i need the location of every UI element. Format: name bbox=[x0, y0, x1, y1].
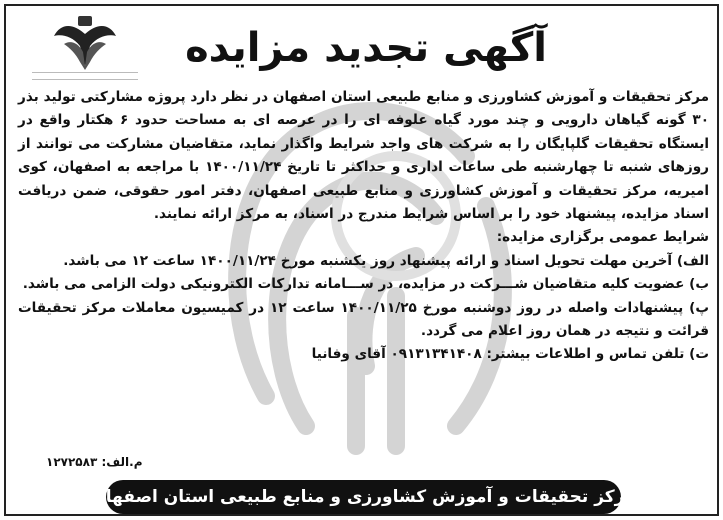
agricultural-research-emblem-icon bbox=[50, 14, 120, 72]
footer-organization-name: مرکز تحقیقات و آموزش کشاورزی و منابع طبیعی استان اصفهان bbox=[91, 487, 636, 507]
notice-body bbox=[18, 86, 709, 464]
notice-frame bbox=[4, 4, 719, 516]
notice-title: آگهی تجدید مزایده bbox=[185, 25, 547, 71]
condition-item: الف) آخرین مهلت تحویل اسناد و ارائه پیشنهاد روز یکشنبه مورخ ۱۴۰۰/۱۱/۲۴ ساعت ۱۲ می باشد. bbox=[63, 252, 709, 269]
reference-number: م.الف: ۱۲۷۲۵۸۳ bbox=[46, 455, 143, 469]
notice-intro: مرکز تحقیقات و آموزش کشاورزی و منابع طبیعی استان اصفهان در نظر دارد پروژه مشارکتی تولید بذر ۳۰ گونه گیاهان دارویی و چند مورد گیاه علوفه ای را در عرصه ای به مساحت حدود ۶ هکتار واقع در ایستگاه تحقیقات گلپایگان را به شرکت های واجد شرایط واگذار نماید، متقاضیان مشارکت می توانند از روزهای شنبه تا چهارشنبه طی ساعات اداری و حداکثر تا تاریخ ۱۴۰۰/۱۱/۲۴ با مراجعه به اصفهان، کوی امیریه، مرکز تحقیقات و آموزش کشاورزی و منابع طبیعی اصفهان، دفتر امور حقوقی، ضمن دریافت اسناد مزایده، پیشنهاد خود را بر اساس شرایط مندرج در اسناد، به مرکز ارائه نمایند. bbox=[18, 89, 709, 223]
condition-item: پ) پیشنهادات واصله در روز دوشنبه مورخ ۱۴۰۰/۱۱/۲۵ ساعت ۱۲ در کمیسیون معاملات مرکز تحقیقات قرائت و نتیجه در همان روز اعلام می گردد. bbox=[18, 299, 709, 340]
contact-line: ت) تلفن تماس و اطلاعات بیشتر: ۰۹۱۳۱۳۴۱۴۰۸ آقای وفانیا bbox=[311, 346, 709, 363]
condition-item: ب) عضویت کلیه متقاضیان شـــرکت در مزایده، در ســـامانه تدارکات الکترونیکی دولت الزامی می باشد. bbox=[22, 276, 709, 293]
footer-banner bbox=[91, 480, 636, 514]
conditions-heading: شرایط عمومی برگزاری مزایده: bbox=[496, 229, 709, 246]
logo-caption-line bbox=[32, 72, 138, 80]
